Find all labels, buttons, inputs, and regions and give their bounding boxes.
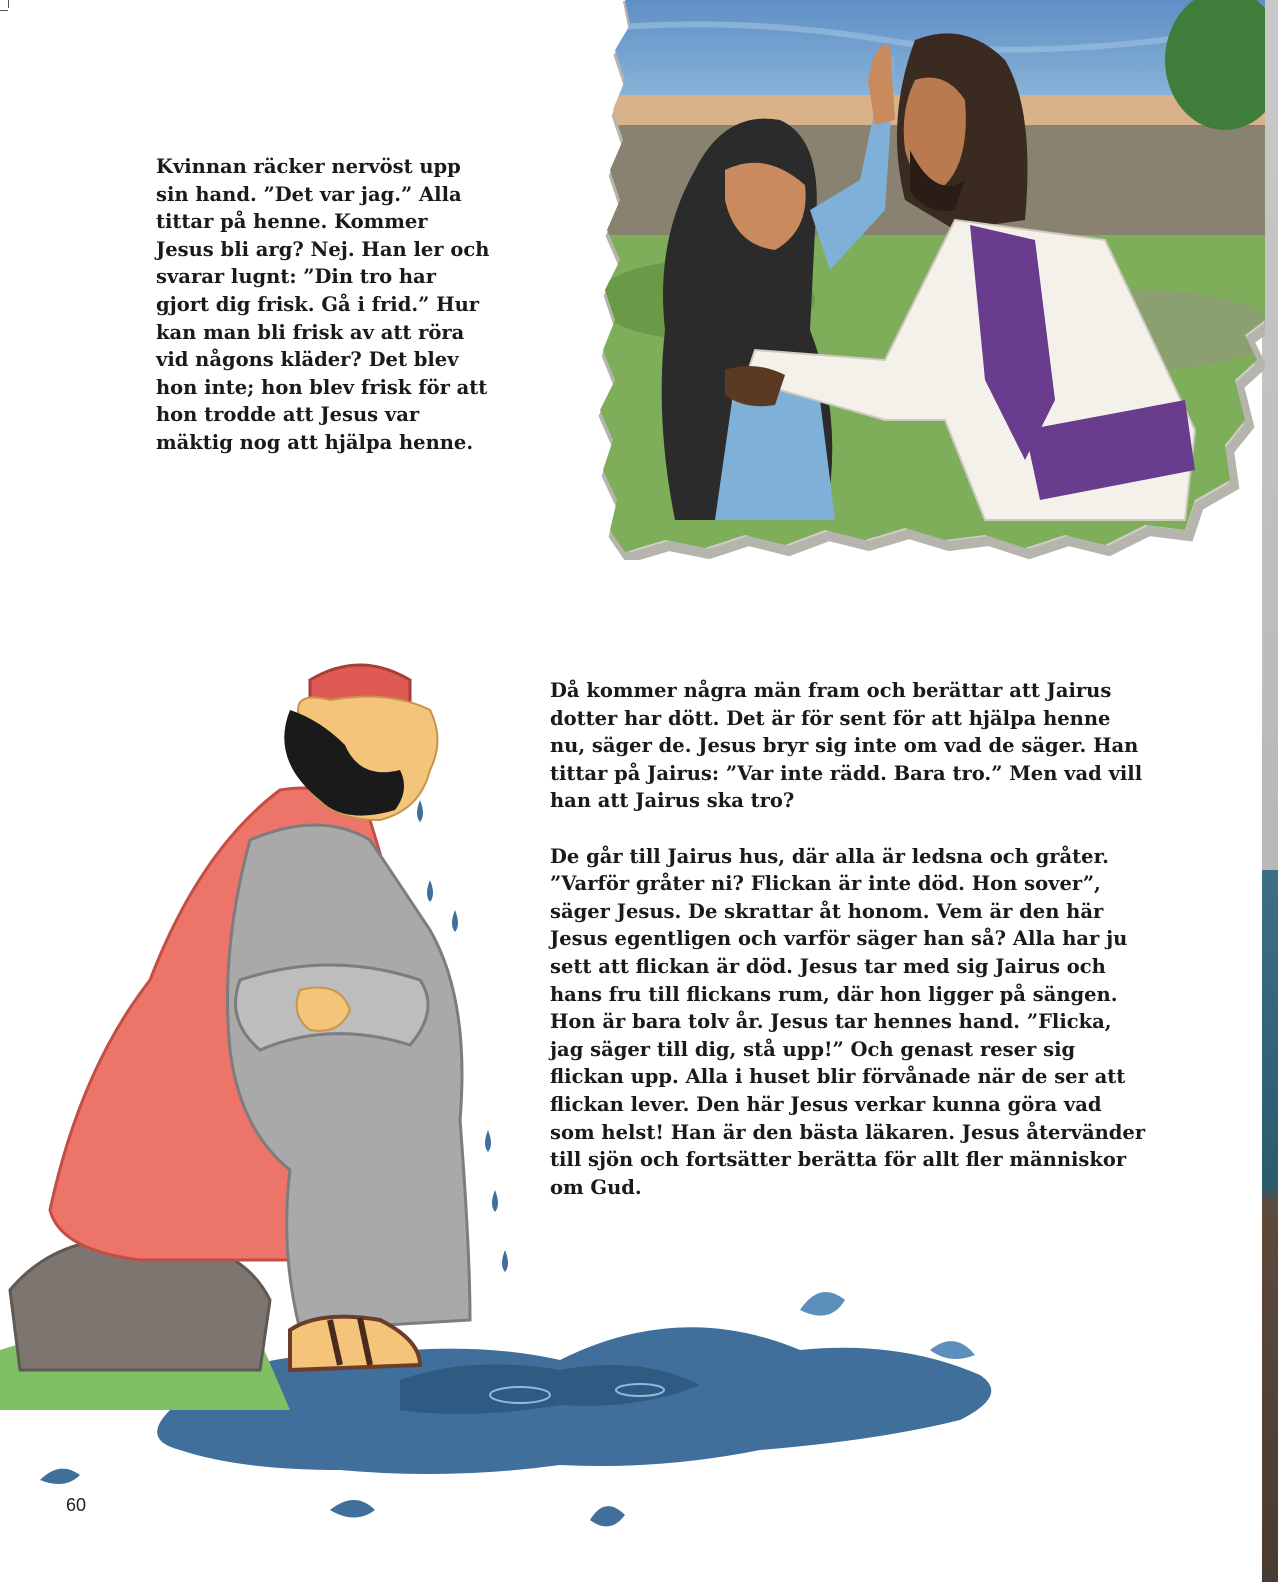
crop-mark [8,0,9,8]
story-text-top [156,153,491,457]
story-text-bottom [550,677,1150,1201]
paragraph: Då kommer några män fram och berättar att Jairus dotter har dött. Det är för sent för att hjälpa henne nu, säger de. Jesus bryr sig inte om vad de säger. Han tittar på Jairus: ”Var inte rädd. Bara tro.” Men vad vill han att Jairus ska tro? [550,679,1143,813]
paragraph: De går till Jairus hus, där alla är ledsna och gråter. ”Varför gråter ni? Flickan är inte död. Hon sover”, säger Jesus. De skrattar åt honom. Vem är den här Jesus egentligen och varför säger han så? Alla har ju sett att flickan är död. Jesus tar med sig Jairus och hans fru till flickans rum, där hon ligger på sängen. Hon är bara tolv år. Jesus tar hennes hand. ”Flicka, jag säger till dig, stå upp!” Och genast reser sig flickan upp. Alla i huset blir förvånade när de ser att flickan lever. Den här Jesus verkar kunna göra vad som helst! Han är den bästa läkaren. Jesus återvänder till sjön och fortsätter berätta för allt fler människor om Gud. [550,844,1146,1199]
crop-mark [0,10,8,11]
paragraph: Kvinnan räcker nervöst upp sin hand. ”Det var jag.” Alla tittar på henne. Kommer Jesus bli arg? Nej. Han ler och svarar lugnt: ”Din tro har gjort dig frisk. Gå i frid.” Hur kan man bli frisk av att röra vid någons kläder? Det blev hon inte; hon blev frisk för att hon trodde att Jesus var mäktig nog att hjälpa henne. [156,155,490,454]
page-number: 60 [66,1495,87,1515]
illustration-jesus-and-woman [585,0,1265,560]
